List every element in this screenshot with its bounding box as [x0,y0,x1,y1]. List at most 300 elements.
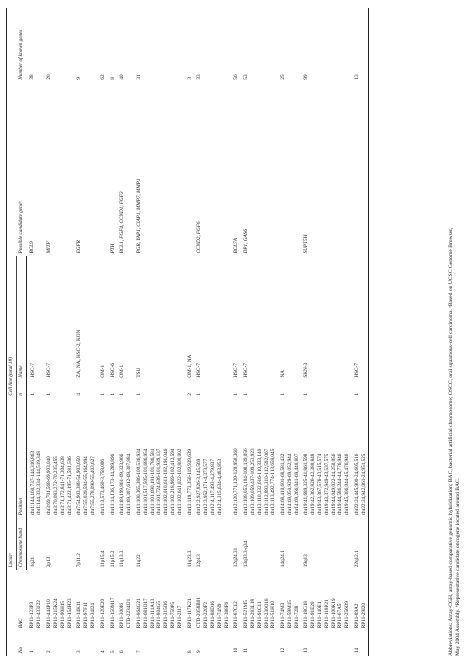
cell-no [36,631,43,656]
cell-position: chr19:45,306,044-45,476,946 [344,453,351,516]
cell-no [177,631,184,656]
cell-n [344,381,351,399]
cell-band: 11q23.3 [186,550,193,568]
cell-known-genes: 3 [186,76,193,80]
cell-no [287,631,294,656]
cell-n: 1 [354,393,361,396]
table-row [36,8,43,656]
table-row [143,8,150,656]
table-row [26,8,36,656]
cell-name [170,256,177,380]
cell-band: 3p13 [46,556,53,568]
footnote-line-1: Abbreviations: Array-CGH, array-based comparative genomic hybridization; BAC, bacterial artificial chromosome; OSCC, oral squamous-cell carcinoma. ᵃBased on UCSC Genome Browser, [448,227,454,656]
cell-known-genes: 20 [46,74,53,80]
cell-name: HSC-7 [46,363,53,378]
cell-n [294,381,301,399]
cell-n: 1 [303,393,310,396]
cell-known-genes [317,8,324,83]
cell-known-genes [67,8,74,83]
cell-name: TSU [135,367,142,378]
cell-bac: RP11-87C12 [233,601,240,629]
cell-bac: RP11-29I20 [361,570,368,631]
table-row [126,8,133,656]
table-row [90,8,97,656]
cell-position: chr3:70,083,272-70,235,455 [52,456,59,516]
cell-gene [250,83,257,257]
cell-no [150,631,157,656]
cell-band: 11q13.3 [119,550,126,568]
cell-no: 10 [233,647,240,653]
cell-bac: RP11-444P10 [46,599,53,629]
cell-n: 1 [109,393,116,396]
cell-n [126,381,133,399]
cell-n [250,381,257,399]
cell-gene [36,83,43,257]
cell-band: 13q33.3-q34 [243,540,250,568]
cell-gene: PGR, YAP1, CIAP1, MMP7, MMP1 [135,178,142,254]
cell-bac: RP11-256O9 [344,600,351,629]
cell-known-genes [163,8,170,83]
cell-known-genes [210,8,217,83]
table-row [53,8,60,656]
cell-gene [331,83,338,257]
cell-gene [97,83,107,257]
cell-no: 13 [303,647,310,653]
cell-no [67,631,74,656]
cell-gene [224,83,231,257]
cell-name [264,256,271,380]
cell-bac: RP11-14K11 [76,601,83,629]
cell-known-genes: 38 [29,74,36,80]
cell-n [177,381,184,399]
cell-band: 19q13 [303,554,310,568]
cell-n [36,381,43,399]
cell-name [257,256,264,380]
cell-known-genes [83,8,90,83]
cell-name [217,256,224,380]
cell-bac: RP11-88D16 [209,600,216,629]
cell-n [170,381,177,399]
cell-bac: RP11-51H10 [270,600,277,629]
cell-position: chr7:54,903,388-54,903,650 [76,456,83,516]
cell-gene: MITF [46,241,53,254]
cell-position: chr11:14,136,173-14,289,896 [109,453,116,516]
cell-name [177,256,184,380]
table-row [310,8,317,656]
cell-bac: RP11-315O6 [163,600,170,629]
cell-name [337,256,344,380]
table-row [73,8,83,656]
cell-no: 8 [186,650,193,653]
cell-bac: RP11-117K21 [186,598,193,629]
cell-band [156,518,163,570]
cell-no [361,631,368,656]
cell-band [203,518,210,570]
cell-n: 1 [233,393,240,396]
cell-no [310,631,317,656]
cell-position: chr14:69,266,041-69,440,807 [293,453,300,516]
cell-name [156,256,163,380]
table-row [331,8,338,656]
cell-bac: RP11-2I17 [176,605,183,629]
cell-no [324,631,331,656]
cell-gene [53,83,60,257]
cell-no: 3 [76,650,83,653]
cell-band: 7p11.2 [76,553,83,568]
cell-n: 1 [243,393,250,396]
cell-known-genes [250,8,257,83]
cell-n [67,381,74,399]
table-row [43,8,53,656]
cell-position: chr13:109,059,437-109,253,923 [249,448,256,516]
cell-gene [270,83,277,257]
cell-known-genes [361,8,368,83]
cell-bac: RP11-154H23 [66,598,73,629]
cell-band: 11q22 [135,554,142,568]
table-row [337,8,344,656]
cell-band [224,518,231,570]
table-row [317,8,324,656]
cell-bac: RP11-59M15 [286,600,293,629]
header-locus: Locusᵃ [7,399,17,571]
cell-name: ZA, NA, HSC-2, KON [76,329,83,378]
cell-name: HSC-7 [29,363,36,378]
cell-band [361,518,368,570]
header-no: No [7,631,27,656]
table-row [156,8,163,656]
cell-n [224,381,231,399]
cell-position: chr19:42,362,826-42,380,848 [310,453,317,516]
table-row [177,8,184,656]
cell-bac: RP11-864G21 [135,598,142,629]
cell-gene [277,83,287,257]
header-known-genes: Number of known genes [7,8,27,83]
cell-n: 4 [76,393,83,396]
cell-position: chr3:71,172,841-71,304,638 [59,456,66,516]
footnote [448,8,462,656]
cell-known-genes [310,8,317,83]
table-row [150,8,157,656]
cell-position: chr13:113,492,774-113,658,045 [270,448,277,516]
cell-position: chr12:4,315,634-4,483,853 [216,458,223,516]
cell-position: chr11:3,573,460-3,758,006 [99,459,106,516]
cell-band [177,518,184,570]
cell-known-genes [264,8,271,83]
cell-name [324,256,331,380]
cell-no [257,631,264,656]
cell-known-genes: 25 [280,74,287,80]
cell-bac: RP11-72I8 [293,605,300,629]
cell-bac: RP11-300I6 [119,603,126,629]
cell-band [36,518,43,570]
cell-position: chr11:69,307,612-69,307,884 [126,453,133,516]
cell-known-genes [331,8,338,83]
cell-position: chr14:69,050,929-69,052,944 [286,453,293,516]
cell-band: 11p15.2 [109,550,116,568]
cell-position: chr13:112,893,310-112,592,067 [263,448,270,516]
cell-known-genes [170,8,177,83]
table-row [163,8,170,656]
cell-name: HSC-6 [109,363,116,378]
cell-band [83,518,90,570]
cell-n [264,381,271,399]
cell-bac: RP11-230O18 [263,598,270,629]
cell-band [67,518,74,570]
cell-position: chr1:144,160,737-144,316,863 [29,451,36,516]
cell-known-genes: 31 [135,74,142,80]
cell-band [270,518,277,570]
cell-known-genes [324,8,331,83]
footnote-line-2: May 2004 Assembly. ᵇRepresentative candidate oncogene located around BAC. [455,477,461,656]
cell-no [337,631,344,656]
cell-band [294,518,301,570]
cell-n [331,381,338,399]
cell-position: chr14:68,410,601-68,581,432 [280,453,287,516]
cell-name: HSC-7 [243,363,250,378]
cell-known-genes [287,8,294,83]
header-cell-line: Cell line (total 18) [7,256,17,398]
cell-band [317,518,324,570]
cell-known-genes: 62 [99,74,106,80]
cell-band [257,518,264,570]
cell-no [294,631,301,656]
cell-band: 12p13 [196,554,203,568]
cell-gene [150,83,157,257]
cell-bac: RP11-111A13 [149,598,156,629]
cell-known-genes: 33 [196,74,203,80]
table-row [83,8,90,656]
cell-position: chr11:102,218,969-102,412,594 [169,448,176,516]
cell-name [143,256,150,380]
table-row [210,8,217,656]
cell-gene: BCL7A [233,238,240,254]
cell-no [203,631,210,656]
cell-gene: SUPT5H [303,234,310,254]
table-row [257,8,264,656]
cell-known-genes [156,8,163,83]
cell-gene [317,83,324,257]
cell-position [224,399,231,519]
cell-gene [337,83,344,257]
cell-no [126,631,133,656]
cell-position: chr22:24,445,900-24,605,516 [354,453,361,516]
cell-bac: RP11-67A5 [337,603,344,629]
cell-band [150,518,157,570]
cell-band [170,518,177,570]
cell-position: chr11:101,724,636-101,939,137 [156,448,163,516]
cell-gene [83,83,90,257]
cell-name [53,256,60,380]
cell-gene [351,83,361,257]
cell-known-genes [143,8,150,83]
cell-n [143,381,150,399]
cell-gene [90,83,97,257]
cell-position: chr11:101,517,505-101,686,954 [142,448,149,516]
cell-known-genes: 99 [303,74,310,80]
cell-band [126,518,133,570]
cell-n [203,381,210,399]
cell-no: 11 [243,648,250,653]
cell-gene [217,83,224,257]
cell-bac: RP11-90H15 [59,600,66,629]
cell-name: OM-1, NA [186,354,193,378]
table-row [300,8,310,656]
cell-gene [324,83,331,257]
cell-gene: CCND2, FGF6 [196,221,203,254]
cell-n [53,381,60,399]
cell-known-genes [150,8,157,83]
cell-name [317,256,324,380]
cell-position: chr19:41,689,325-41,861,598 [303,453,310,516]
table-row [133,8,143,656]
cell-gene [143,83,150,257]
cell-bac: RP11-150M17 [109,597,116,629]
cell-position: chr3:71,422,195-71,581,506 [66,456,73,516]
cell-known-genes [60,8,67,83]
cell-name [60,256,67,380]
cell-bac: RP11-140E1 [317,601,324,629]
cell-no [60,631,67,656]
cell-n [310,381,317,399]
cell-position: chr12:2,927,826-3,145,569 [196,458,203,516]
cell-n [287,381,294,399]
cell-name: NA [280,370,287,378]
cell-position: chr1:144,332,334-144,519,348 [36,451,43,516]
cell-band [90,518,97,570]
cell-gene [163,83,170,257]
cell-position: chr22:24,942,061-24,951,525 [361,399,368,519]
cell-position: chr13:110,332,616-110,333,140 [256,448,263,516]
cell-name [344,256,351,380]
cell-bac: RP11-74M3 [280,602,287,629]
cell-no [53,631,60,656]
cell-position: chr11:119,773,356-119,939,639 [186,449,193,516]
cell-n: 2 [186,393,193,396]
cell-n [163,381,170,399]
cell-known-genes [294,8,301,83]
cell-n [150,381,157,399]
cell-gene [310,83,317,257]
cell-known-genes: 56 [233,74,240,80]
cell-bac: RP11-97F11 [83,602,90,629]
cell-bac: RP11-750P5 [169,601,176,629]
cell-band: 14q24.1 [280,550,287,568]
cell-band: 22q12.1 [354,550,361,568]
cell-name [250,256,257,380]
table-row [217,8,224,656]
cell-name: HSC-7 [196,363,203,378]
cell-position: chr7:55,278,090-55,403,627 [89,456,96,516]
cell-bac: RP11-100K19 [330,598,337,629]
cell-n [217,381,224,399]
cell-bac: RP11-521M5 [243,600,250,629]
cell-no: 6 [119,650,126,653]
table-row [116,8,126,656]
amplification-table [6,8,369,656]
table-row [250,8,257,656]
cell-no: 2 [46,650,53,653]
cell-known-genes: 13 [354,74,361,80]
cell-n: 1 [196,393,203,396]
table-row [287,8,294,656]
table-row [277,8,287,656]
cell-name: OM-1 [119,364,126,378]
cell-n: 1 [99,393,106,396]
cell-name [331,256,338,380]
cell-bac: RP11-388F6 [223,601,230,629]
cell-known-genes [217,8,224,83]
cell-bac: CTD-2058B01 [196,597,203,629]
cell-no [90,631,97,656]
table-row [361,8,368,656]
cell-gene [67,83,74,257]
cell-gene [287,83,294,257]
cell-gene [294,83,301,257]
cell-name [90,256,97,380]
table-row [107,8,117,656]
cell-no [217,631,224,656]
cell-n [257,381,264,399]
table-row [344,8,351,656]
table-row [203,8,210,656]
cell-bac: RP11-123P3 [29,601,36,629]
cell-band [210,518,217,570]
cell-no [270,631,277,656]
cell-no [156,631,163,656]
cell-no: 7 [135,650,142,653]
cell-bac: RP11-34I24 [89,603,96,629]
cell-known-genes: 8 [109,76,116,80]
cell-band [163,518,170,570]
cell-n: 1 [29,393,36,396]
cell-gene: DP1, GAS6 [243,229,250,254]
cell-gene [60,83,67,257]
table-row [294,8,301,656]
cell-name [150,256,157,380]
cell-position: chr13:108,053,104-108,139,056 [243,448,250,516]
cell-band [250,518,257,570]
cell-name [210,256,217,380]
cell-gene [344,83,351,257]
cell-name: HSC-7 [233,363,240,378]
cell-name [36,256,43,380]
cell-band: 1q21 [29,556,36,568]
cell-position: chr11:69,199,861-69,323,966 [119,453,126,516]
cell-gene [210,83,217,257]
cell-position: chr7:55,029,594-55,164,994 [83,456,90,516]
cell-bac: RP11-18G18 [303,600,310,629]
cell-bac: RP11-283L18 [249,598,256,629]
table-row [270,8,277,656]
header-n: n [16,381,26,399]
cell-bac: RP11-118P21 [323,599,330,629]
cell-n [361,381,368,399]
cell-no [83,631,90,656]
cell-name [270,256,277,380]
cell-bac: RP11-804G5 [156,600,163,629]
cell-position: chr11:102,010,611-102,191,046 [163,448,170,516]
cell-bac: RP11-74N9 [216,603,223,629]
cell-name [287,256,294,380]
cell-known-genes [344,8,351,83]
cell-gene [156,83,163,257]
cell-position: chr19:43,367,578-43,515,574 [317,453,324,516]
cell-bac: RP11-215K24 [52,598,59,629]
cell-bac: RP11-681O17 [142,598,149,629]
cell-name [126,256,133,380]
cell-no: 4 [99,650,106,653]
cell-name [163,256,170,380]
